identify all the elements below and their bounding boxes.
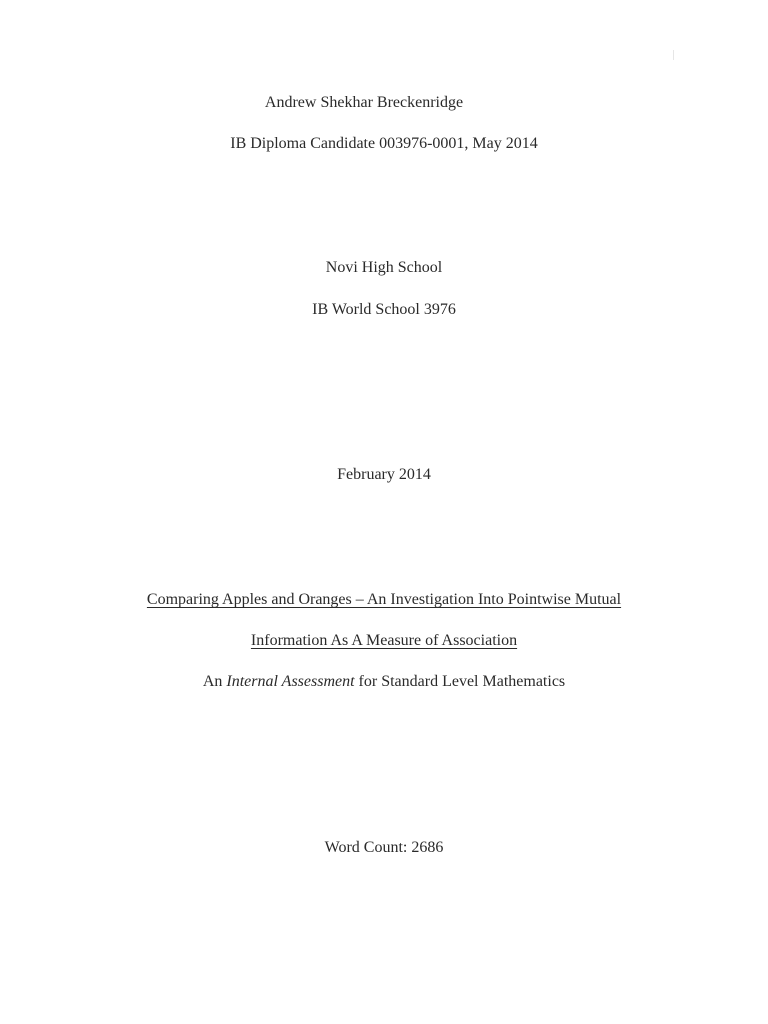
subtitle-emphasis: Internal Assessment [226, 673, 355, 690]
word-count: Word Count: 2686 [324, 839, 444, 856]
title-line-1-text: Comparing Apples and Oranges – An Investigation Into Pointwise Mutual [146, 591, 622, 608]
author-name: Andrew Shekhar Breckenridge [264, 94, 464, 111]
school-name: Novi High School [325, 259, 443, 276]
title-line-2 [0, 631, 768, 651]
subtitle-suffix: for Standard Level Mathematics [358, 673, 566, 690]
world-school-number: IB World School 3976 [312, 301, 456, 318]
title-line-2-text: Information As A Measure of Association [250, 632, 518, 649]
subtitle-prefix: An [202, 673, 223, 690]
document-date: February 2014 [337, 466, 431, 483]
title-line-1 [0, 590, 768, 610]
subtitle [0, 672, 768, 692]
candidate-info: IB Diploma Candidate 003976-0001, May 2014 [230, 135, 538, 152]
scan-mark [673, 50, 674, 60]
